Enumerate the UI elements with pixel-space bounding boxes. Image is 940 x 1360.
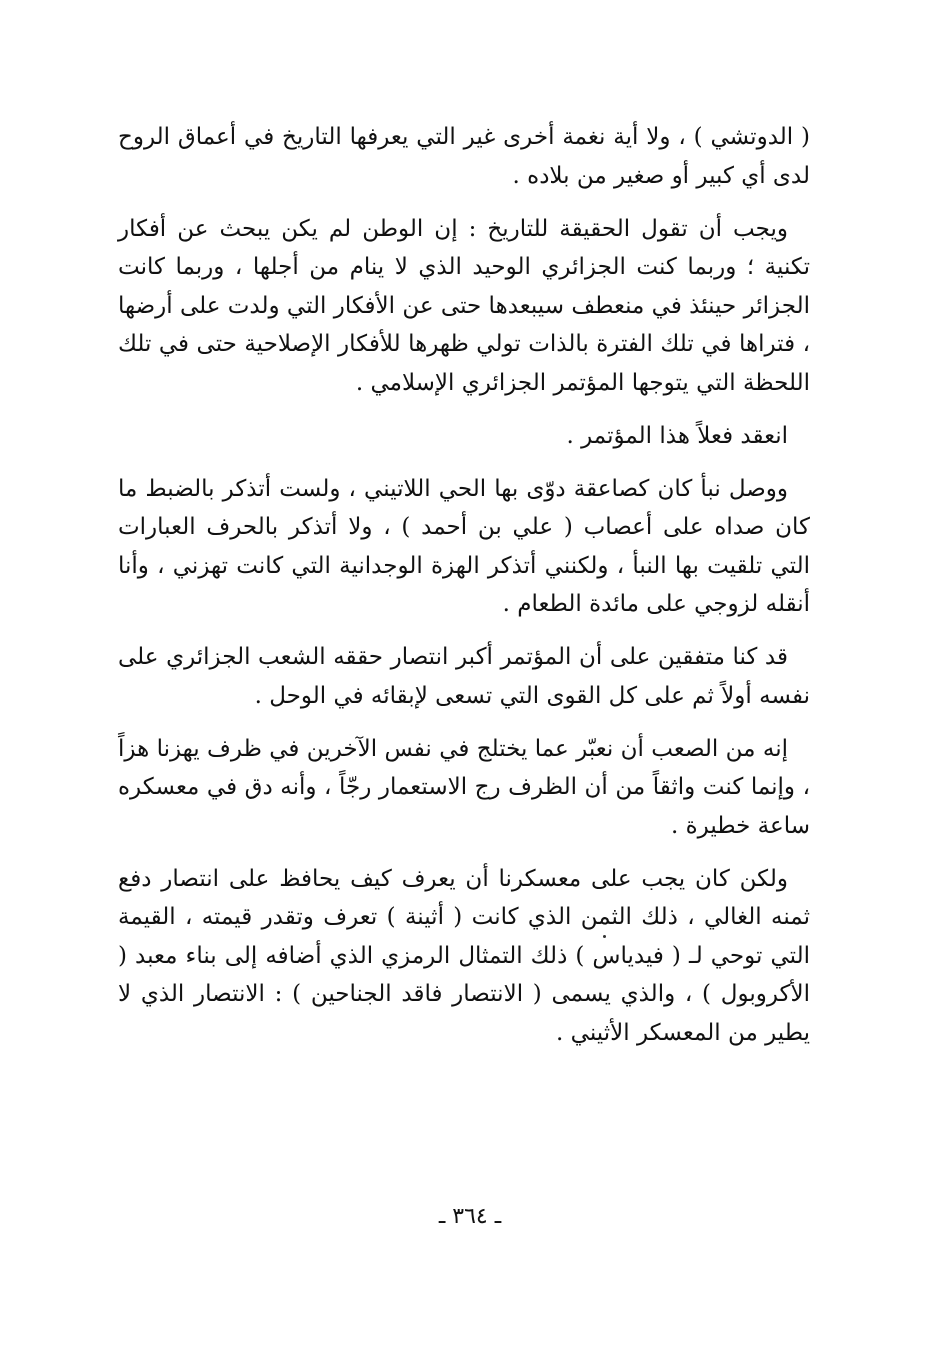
paragraph: ولكن كان يجب على معسكرنا أن يعرف كيف يحافظ على انتصار دفع ثمنه الغالي ، ذلك الثمن الذي كانت ( أثينة ) تعرف وتقدر قيمته ، القيمة التي توحي لـ ( فيدياس ) ذلك التمثال الرمزي الذي أضافه إلى بناء معبد ( الأكروبول ) ، والذي يسمى ( الانتصار فاقد الجناحين ) : الانتصار الذي لا يطير من المعسكر الأثيني . — [118, 865, 810, 1046]
paragraph: قد كنا متفقين على أن المؤتمر أكبر انتصار حققه الشعب الجزائري على نفسه أولاً ثم على كل القوى التي تسعى لإبقائه في الوحل . — [118, 644, 810, 709]
paragraph: إنه من الصعب أن نعبّر عما يختلج في نفس الآخرين في ظرف يهزنا هزاً ، وإنما كنت واثقاً من أن الظرف رج الاستعمار رجّاً ، وأنه دق في معسكره ساعة خطيرة . — [118, 735, 810, 839]
paragraph: ( الدوتشي ) ، ولا أية نغمة أخرى غير التي يعرفها التاريخ في أعماق الروح لدى أي كبير أو صغير من بلاده . — [118, 124, 810, 189]
body-text — [118, 118, 810, 1067]
paragraph: انعقد فعلاً هذا المؤتمر . — [566, 422, 788, 449]
scan-speck — [603, 935, 606, 938]
paragraph: ويجب أن تقول الحقيقة للتاريخ : إن الوطن لم يكن يبحث عن أفكار تكنية ؛ وربما كنت الجزائري الوحيد الذي لا ينام من أجلها ، وربما كانت الجزائر حينئذ في منعطف سيبعدها حتى عن الأفكار التي ولدت على أرضها ، فتراها في تلك الفترة بالذات تولي ظهرها للأفكار الإصلاحية حتى في تلك اللحظة التي يتوجها المؤتمر الجزائري الإسلامي . — [118, 215, 810, 396]
page-number: ـ ٣٦٤ ـ — [438, 1204, 502, 1229]
paragraph: ووصل نبأ كان كصاعقة دوّى بها الحي اللاتيني ، ولست أتذكر بالضبط ما كان صداه على أعصاب ( علي بن أحمد ) ، ولا أتذكر بالحرف العبارات التي تلقيت بها النبأ ، ولكنني أتذكر الهزة الوجدانية التي كانت تهزني ، وأنا أنقله لزوجي على مائدة الطعام . — [118, 475, 810, 617]
